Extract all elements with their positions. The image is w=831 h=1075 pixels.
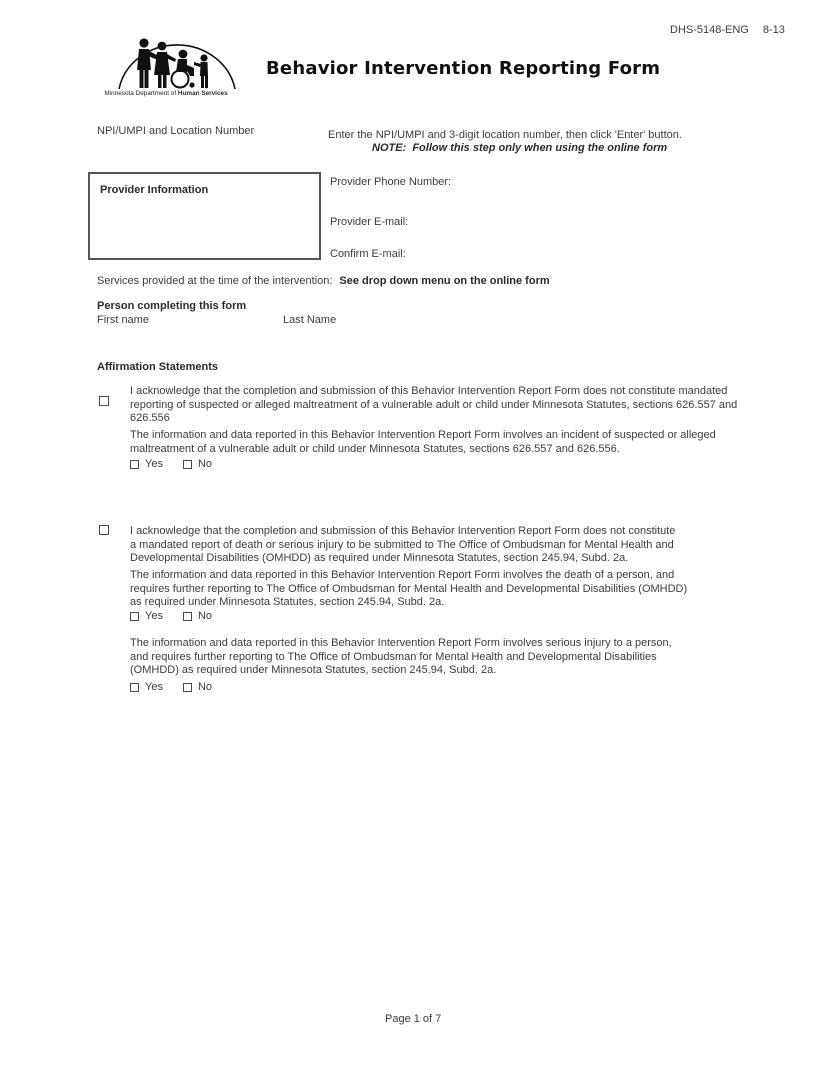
mn-dhs-logo-icon — [116, 33, 238, 90]
logo-caption — [90, 90, 242, 97]
services-value: See drop down menu on the online form — [339, 275, 550, 287]
logo-caption-regular: Minnesota Department of — [104, 90, 178, 97]
affirmation1-yes-checkbox[interactable] — [130, 460, 139, 469]
no-label: No — [197, 610, 213, 622]
yes-label: Yes — [145, 458, 163, 470]
yes-label: Yes — [145, 610, 163, 622]
affirmation2-checkbox[interactable] — [99, 525, 109, 535]
injury-no-checkbox[interactable] — [183, 683, 192, 692]
text-line: I acknowledge that the completion and submission of this Behavior Intervention Report Form does not constitute — [130, 525, 676, 537]
no-label: No — [197, 681, 213, 693]
affirmation2-injury-text — [130, 637, 672, 678]
npi-note: NOTE: Follow this step only when using the online form — [372, 142, 668, 154]
provider-information-label: Provider Information — [100, 184, 209, 196]
confirm-email-label: Confirm E-mail: — [330, 248, 406, 260]
npi-instruction: Enter the NPI/UMPI and 3-digit location number, then click 'Enter' button. — [328, 129, 682, 141]
text-line: and requires further reporting to The Office of Ombudsman for Mental Health and Developmental Disabilities — [130, 650, 657, 663]
text-line: The information and data reported in this Behavior Intervention Report Form involves an incident of suspected or alleged — [130, 429, 716, 441]
yes-label: Yes — [145, 681, 163, 693]
provider-phone-label: Provider Phone Number: — [330, 176, 452, 188]
provider-email-label: Provider E-mail: — [330, 216, 409, 228]
text-line: The information and data reported in this Behavior Intervention Report Form involves serious injury to a person, — [130, 637, 672, 649]
first-name-label: First name — [97, 314, 149, 326]
text-line: a mandated report of death or serious injury to be submitted to The Office of Ombudsman for Mental Health and — [130, 538, 674, 551]
page-title: Behavior Intervention Reporting Form — [266, 58, 661, 79]
logo-caption-bold: Human Services — [177, 90, 228, 97]
affirmation1-checkbox[interactable] — [99, 396, 109, 406]
affirmation2-acknowledge-text — [130, 525, 675, 566]
death-no-checkbox[interactable] — [183, 612, 192, 621]
text-line: 626.556 — [130, 412, 170, 424]
services-line — [97, 275, 550, 287]
text-line: (OMHDD) as required under Minnesota Statutes, section 245.94, Subd. 2a. — [130, 664, 497, 676]
affirmation1-yesno-row — [130, 458, 212, 470]
form-revision: 8-13 — [762, 24, 785, 36]
text-line: as required under Minnesota Statutes, section 245.94, Subd. 2a. — [130, 596, 445, 608]
affirmation2-death-text — [130, 569, 687, 610]
text-line: I acknowledge that the completion and submission of this Behavior Intervention Report Form does not constitute mandated — [130, 385, 728, 397]
injury-yes-checkbox[interactable] — [130, 683, 139, 692]
provider-information-box[interactable] — [88, 172, 321, 260]
npi-umpi-label: NPI/UMPI and Location Number — [97, 125, 255, 137]
page-indicator: Page 1 of 7 — [385, 1013, 442, 1025]
affirmations-heading: Affirmation Statements — [97, 361, 219, 373]
text-line: reporting of suspected or alleged maltreatment of a vulnerable adult or child under Minnesota Statutes, sections 626.557 and — [130, 398, 738, 411]
form-code — [670, 24, 785, 36]
no-label: No — [197, 458, 213, 470]
text-line: The information and data reported in this Behavior Intervention Report Form involves the death of a person, and — [130, 569, 675, 581]
affirmation1-acknowledge-text — [130, 385, 737, 426]
person-heading: Person completing this form — [97, 300, 247, 312]
text-line: maltreatment of a vulnerable adult or child under Minnesota Statutes, sections 626.557 and 626.556. — [130, 442, 620, 455]
text-line: requires further reporting to The Office of Ombudsman for Mental Health and Developmental Disabilities (OMHDD) — [130, 582, 688, 595]
injury-yesno-row — [130, 681, 212, 693]
death-yesno-row — [130, 610, 212, 622]
text-line: Developmental Disabilities (OMHDD) as required under Minnesota Statutes, section 245.94, Subd. 2a. — [130, 552, 629, 564]
form-number: DHS-5148-ENG — [670, 24, 749, 36]
affirmation1-no-checkbox[interactable] — [183, 460, 192, 469]
services-label: Services provided at the time of the intervention: — [97, 275, 333, 287]
last-name-label: Last Name — [283, 314, 337, 326]
death-yes-checkbox[interactable] — [130, 612, 139, 621]
affirmation1-involves-text — [130, 429, 716, 456]
